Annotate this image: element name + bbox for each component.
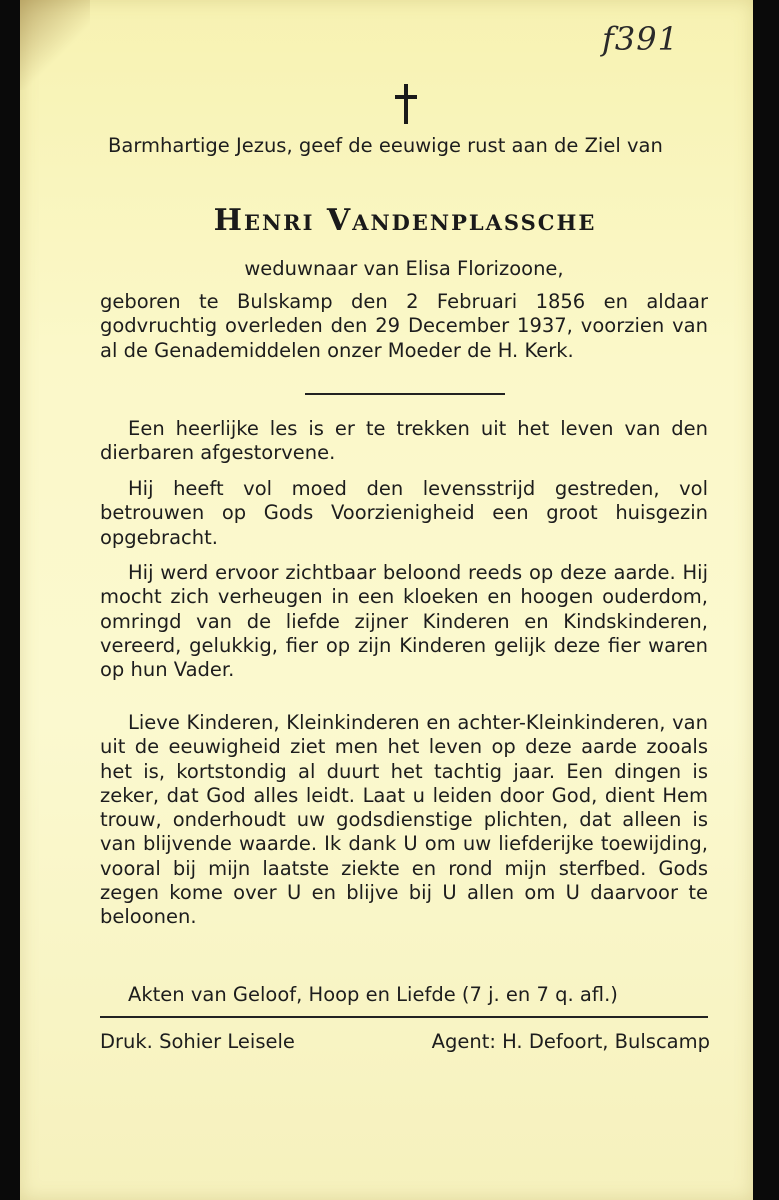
paragraph-4: Lieve Kinderen, Kleinkinderen en achter-Kleinkinderen, van uit de eeuwigheid ziet men het leven op deze aarde zooals het is, kortstondig al duurt het tachtig jaar. Een dingen is zeker, dat God alles leidt. Laat u leiden door God, dient Hem trouw, onderhoudt uw godsdienstige plichten, dat alleen is van blijvende waarde. Ik dank U om uw liefderijke toewijding, vooral bij mijn laatste ziekte en rond mijn sterfbed. Gods zegen kome over U en blijve bij U allen om U daarvoor te beloonen. <box>100 711 708 929</box>
archive-reference: f391 <box>602 20 679 58</box>
cross-icon <box>395 84 417 124</box>
widower-line: weduwnaar van Elisa Florizoone, <box>244 257 564 280</box>
indulgence-line: Akten van Geloof, Hoop en Liefde (7 j. en 7 q. afl.) <box>128 983 618 1006</box>
agent-name: Agent: H. Defoort, Bulscamp <box>431 1030 710 1053</box>
paragraph-2: Hij heeft vol moed den levensstrijd gestreden, vol betrouwen op Gods Voorzienigheid een groot huisgezin opgebracht. <box>100 477 708 549</box>
printer-line <box>100 1030 710 1054</box>
divider-short <box>305 393 505 395</box>
paragraph-1: Een heerlijke les is er te trekken uit het leven van den dierbaren afgestorvene. <box>100 417 708 465</box>
opening-prayer: Barmhartige Jezus, geef de eeuwige rust aan de Ziel van <box>108 134 663 157</box>
deceased-name: Henri Vandenplassche <box>213 203 597 238</box>
divider-long <box>100 1016 708 1018</box>
printer-name: Druk. Sohier Leisele <box>100 1030 295 1053</box>
paragraph-3: Hij werd ervoor zichtbaar beloond reeds op deze aarde. Hij mocht zich verheugen in een kloeken en hoogen ouderdom, omringd van de liefde zijner Kinderen en Kindskinderen, vereerd, gelukkig, fier op zijn Kinderen gelijk deze fier waren op hun Vader. <box>100 561 708 682</box>
memorial-card <box>20 0 753 1200</box>
birth-death-text: geboren te Bulskamp den 2 Februari 1856 en aldaar godvruchtig overleden den 29 December 1937, voorzien van al de Genademiddelen onzer Moeder de H. Kerk. <box>100 290 708 362</box>
